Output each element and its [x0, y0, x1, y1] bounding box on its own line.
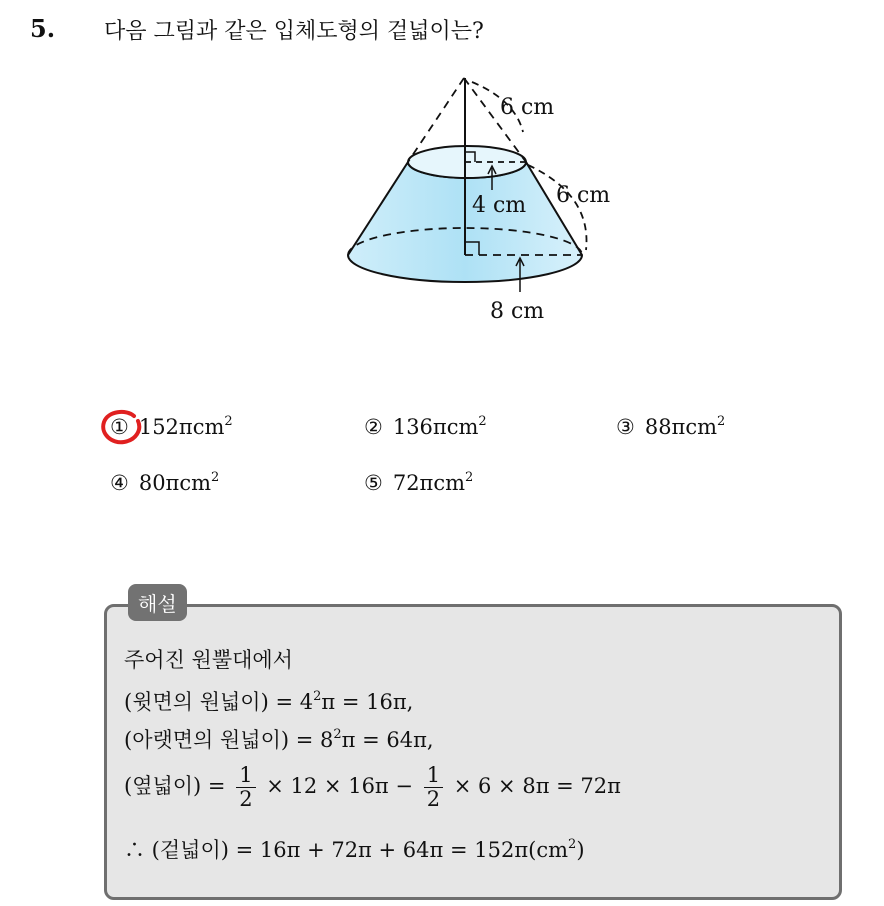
label-bottom-radius: 8 cm: [490, 299, 545, 324]
fraction-1: [236, 764, 255, 811]
choice-3[interactable]: [616, 414, 725, 439]
choice-1[interactable]: [110, 414, 233, 439]
choice-3-exponent: 2: [717, 414, 726, 429]
choice-1-value: 152πcm: [138, 415, 225, 439]
frustum-diagram: [330, 70, 640, 330]
fraction-2-numerator: 1: [424, 764, 443, 788]
question-text: 다음 그림과 같은 입체도형의 겉넓이는?: [104, 19, 484, 44]
solution-line-3: [124, 724, 434, 754]
solution-badge: 해설: [128, 584, 187, 621]
solution-line-4-b: × 12 × 16π −: [266, 774, 413, 799]
solution-line-3-exp: 2: [333, 727, 342, 742]
fraction-2: [424, 764, 443, 811]
solution-line-2-a: (윗면의 원넓이) = 4: [124, 690, 314, 714]
label-top-radius: 4 cm: [472, 193, 527, 218]
solution-line-2-exp: 2: [313, 689, 322, 704]
solution-line-4-a: (옆넓이) =: [124, 774, 226, 799]
fraction-2-denominator: 2: [426, 787, 441, 812]
choice-2-exponent: 2: [478, 414, 487, 429]
choice-3-value: 88πcm: [644, 415, 718, 439]
choice-5-number: ⑤: [364, 471, 383, 495]
choice-5[interactable]: [364, 470, 473, 495]
choice-2-number: ②: [364, 415, 383, 439]
label-bottom-slant: 6 cm: [556, 183, 611, 208]
solution-line-4: [124, 764, 621, 811]
label-top-slant: 6 cm: [500, 95, 555, 120]
choice-1-number: ①: [110, 415, 129, 439]
choice-4[interactable]: [110, 470, 219, 495]
solution-line-3-b: π = 64π,: [341, 728, 434, 752]
solution-line-5-a: ∴ (겉넓이) = 16π + 72π + 64π = 152π(cm: [124, 838, 569, 862]
solution-line-5: [124, 834, 585, 864]
solution-line-2: [124, 686, 413, 716]
choice-5-exponent: 2: [465, 470, 474, 485]
solution-line-5-exp: 2: [568, 837, 577, 852]
choice-4-exponent: 2: [211, 470, 220, 485]
solution-line-1: 주어진 원뿔대에서: [124, 648, 293, 672]
solution-line-4-c: × 6 × 8π = 72π: [453, 774, 621, 799]
frustum-figure: [330, 70, 640, 330]
choice-4-number: ④: [110, 471, 129, 495]
solution-line-3-a: (아랫면의 원넓이) = 8: [124, 728, 334, 752]
choice-2-value: 136πcm: [392, 415, 479, 439]
choice-2[interactable]: [364, 414, 487, 439]
solution-line-2-b: π = 16π,: [321, 690, 414, 714]
choice-1-exponent: 2: [224, 414, 233, 429]
choice-4-value: 80πcm: [138, 471, 212, 495]
question-number: 5.: [30, 14, 56, 43]
choice-3-number: ③: [616, 415, 635, 439]
fraction-1-numerator: 1: [236, 764, 255, 788]
fraction-1-denominator: 2: [239, 787, 253, 812]
solution-line-5-b: ): [576, 838, 585, 862]
choice-5-value: 72πcm: [392, 471, 466, 495]
